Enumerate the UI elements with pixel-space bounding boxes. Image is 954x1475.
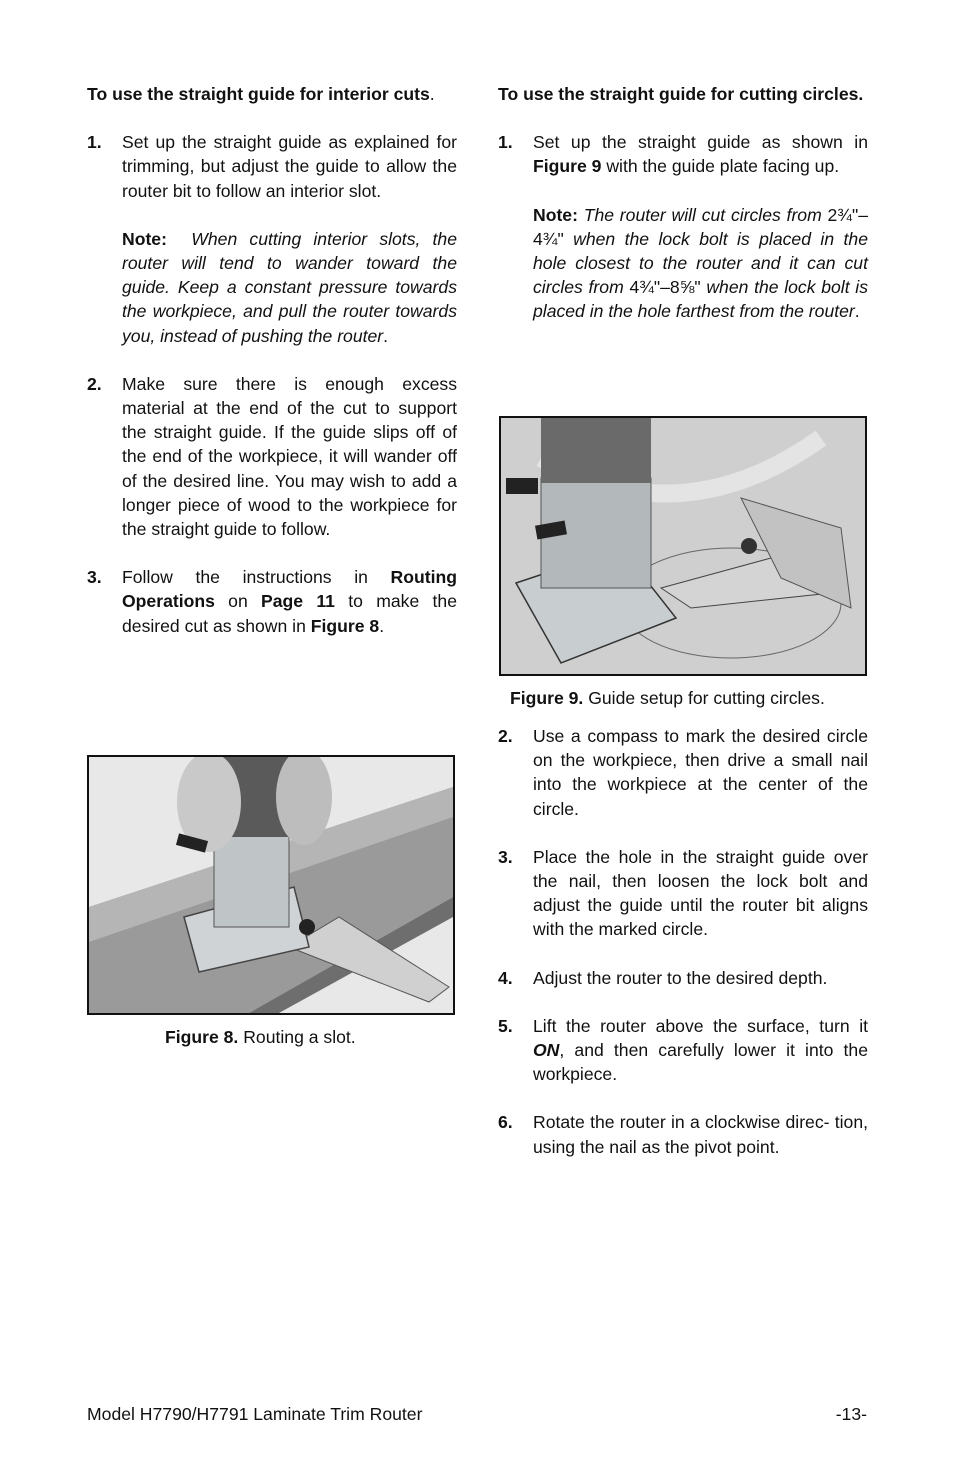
interior-step-2: 2. Make sure there is enough excess material at the end of the cut to support the straight guide. If the guide slips off of the end of the workpiece, it will wander off of the desired line. You may wish to add a longer piece of wood to the workpiece for the straight guide to follow. (87, 373, 457, 540)
circles-step-1: 1. Set up the straight guide as shown in Figure 9 with the guide plate facing up. (498, 132, 868, 177)
circles-step-5: 5. Lift the router above the surface, turn it ON, and then carefully lower it into the workpiece. (498, 1015, 868, 1085)
page-footer (87, 1404, 867, 1425)
interior-step-1: 1. Set up the straight guide as explained for trimming, but adjust the guide to allow the router bit to follow an interior slot. (87, 132, 457, 201)
interior-cuts-heading: To use the straight guide for interior cuts. (87, 84, 435, 104)
circles-heading: To use the straight guide for cutting circles. (498, 84, 864, 104)
routing-operations-ref: Routing Operations (122, 567, 457, 612)
circles-step-4: 4. Adjust the router to the desired depth. (498, 967, 828, 988)
interior-note: Note: When cutting interior slots, the router will tend to wander toward the guide. Keep a constant pressure towards the workpiece, and pull the router towards you, instead of pushing the router. (122, 228, 457, 346)
circles-step-3: 3. Place the hole in the straight guide over the nail, then loosen the lock bolt and adjust the guide until the router bit aligns with the marked circle. (498, 846, 868, 940)
page-number: -13- (835, 1404, 867, 1424)
figure-9-photo (499, 416, 867, 676)
circles-step-6: 6. Rotate the router in a clockwise direc- tion, using the nail as the pivot point. (498, 1112, 868, 1157)
right-column-lower (498, 724, 868, 1183)
circles-step-2: 2. Use a compass to mark the desired circle on the workpiece, then drive a small nail into the workpiece at the center of the circle. (498, 726, 868, 819)
circles-note: Note: The router will cut circles from 2¾"–4¾" when the lock bolt is placed in the hole closest to the router and it can cut circles from 4¾"–8⅝" when the lock bolt is placed in the hole farthest from the router. (533, 204, 868, 322)
page-11-ref: Page 11 (261, 591, 335, 612)
model-title: Model H7790/H7791 Laminate Trim Router (87, 1404, 423, 1424)
right-column (498, 82, 868, 348)
figure-8-ref: Figure 8 (310, 615, 380, 636)
on-emphasis: ON (533, 1040, 560, 1061)
figure-9-caption: Figure 9. Guide setup for cutting circles. (510, 688, 825, 708)
figure-8-photo (87, 755, 455, 1015)
interior-step-3: 3. Follow the instructions in Routing Operations on Page 11 to make the desired cut as shown in Figure 8. (87, 567, 457, 636)
figure-8-caption: Figure 8. Routing a slot. (165, 1027, 356, 1047)
left-column (87, 82, 457, 662)
figure-9-ref: Figure 9 (533, 156, 602, 177)
